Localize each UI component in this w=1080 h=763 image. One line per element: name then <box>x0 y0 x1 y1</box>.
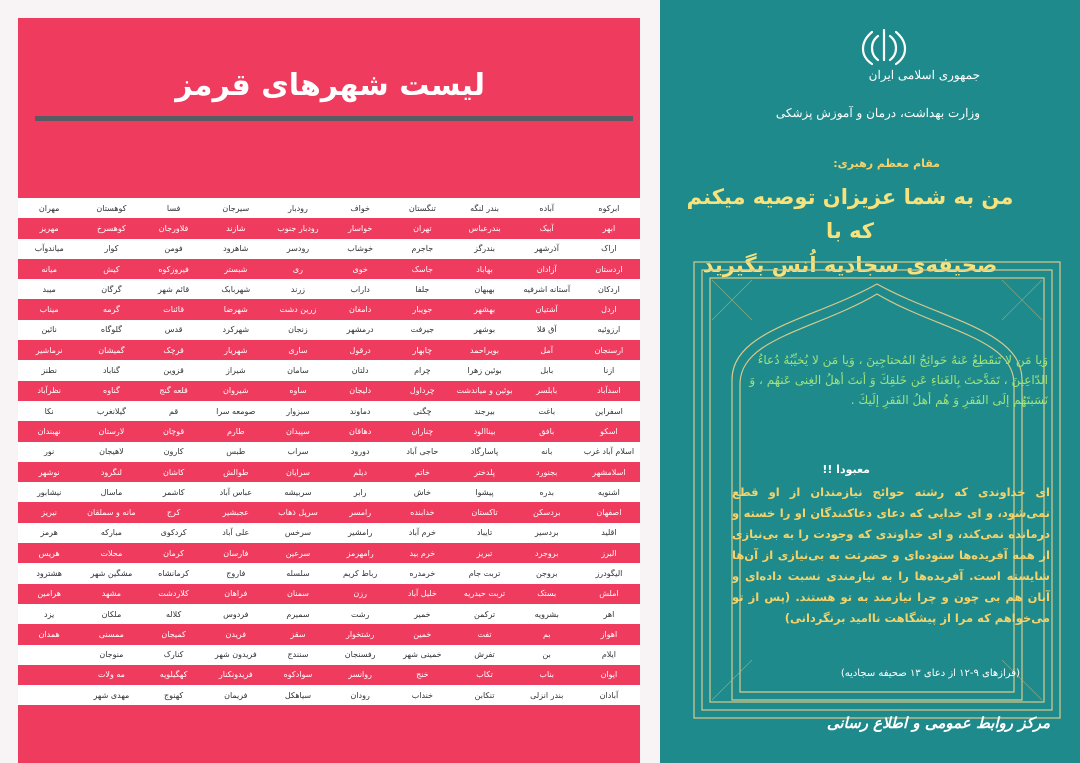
city-cell: ارسنجان <box>578 340 640 360</box>
city-cell: مبارکه <box>80 523 142 543</box>
city-cell: شاهرود <box>205 239 267 259</box>
city-cell: جویبار <box>391 299 453 319</box>
table-row <box>18 543 640 563</box>
city-cell: نهبندان <box>18 421 80 441</box>
city-cell: بندرعباس <box>453 218 515 238</box>
city-cell: خنج <box>391 665 453 685</box>
city-cell: اردستان <box>578 259 640 279</box>
city-cell: همدان <box>18 624 80 644</box>
city-cell: آستانه اشرفیه <box>516 279 578 299</box>
city-cell: ملکان <box>80 604 142 624</box>
city-cell: مانه و سملقان <box>80 502 142 522</box>
city-cell: پیشوا <box>453 482 515 502</box>
city-cell: لنگرود <box>80 462 142 482</box>
city-cell: اسدآباد <box>578 381 640 401</box>
city-cell <box>18 645 80 665</box>
table-row <box>18 624 640 644</box>
city-cell: دماوند <box>329 401 391 421</box>
city-cell: هرمز <box>18 523 80 543</box>
city-cell: کلاردشت <box>143 584 205 604</box>
city-cell: کاشان <box>143 462 205 482</box>
city-cell <box>18 665 80 685</box>
city-cell: بویراحمد <box>453 340 515 360</box>
city-cell: آق قلا <box>516 320 578 340</box>
city-cell: سمیرم <box>267 604 329 624</box>
leader-label: مقام معظم رهبری: <box>833 157 940 170</box>
city-cell: قرچک <box>143 340 205 360</box>
city-cell: ممسنی <box>80 624 142 644</box>
city-cell: بانه <box>516 442 578 462</box>
city-cell: اسلام آباد غرب <box>578 442 640 462</box>
city-cell: بستک <box>516 584 578 604</box>
city-cell: هریس <box>18 543 80 563</box>
city-cell: خرمدره <box>391 563 453 583</box>
city-cell: کیش <box>80 259 142 279</box>
city-cell: هرامین <box>18 584 80 604</box>
city-cell: سراب <box>267 442 329 462</box>
city-cell: طارم <box>205 421 267 441</box>
city-cell: نرماشیر <box>18 340 80 360</box>
city-cell: بیرجند <box>453 401 515 421</box>
city-cell: بیناالود <box>453 421 515 441</box>
city-cell: طبس <box>205 442 267 462</box>
city-cell: اسفراین <box>578 401 640 421</box>
city-cell: کاشمر <box>143 482 205 502</box>
city-cell: اهر <box>578 604 640 624</box>
city-cell: میناب <box>18 299 80 319</box>
city-cell: کهنوج <box>143 685 205 705</box>
city-cell: آبادان <box>578 685 640 705</box>
city-cell: مهران <box>18 198 80 218</box>
city-cell: فومن <box>143 239 205 259</box>
city-cell: خمینی شهر <box>391 645 453 665</box>
city-cell: اهواز <box>578 624 640 644</box>
city-cell: بن <box>516 645 578 665</box>
city-cell: سرپل ذهاب <box>267 502 329 522</box>
city-cell: سرخس <box>267 523 329 543</box>
city-cell: اسلامشهر <box>578 462 640 482</box>
city-cell: کوار <box>80 239 142 259</box>
city-cell: تنگستان <box>391 198 453 218</box>
city-cell: کردکوی <box>143 523 205 543</box>
footer-organization: مرکز روابط عمومی و اطلاع رسانی <box>826 714 1050 732</box>
city-cell: باغت <box>516 401 578 421</box>
city-cell: خوی <box>329 259 391 279</box>
city-cell: مشگین شهر <box>80 563 142 583</box>
city-cell: زرین دشت <box>267 299 329 319</box>
city-cell: دلیجان <box>329 381 391 401</box>
city-cell: جیرفت <box>391 320 453 340</box>
table-row <box>18 604 640 624</box>
table-row <box>18 442 640 462</box>
city-cell: نیشابور <box>18 482 80 502</box>
city-cell: تربت حیدریه <box>453 584 515 604</box>
city-cell: تهران <box>391 218 453 238</box>
city-cell: تربت جام <box>453 563 515 583</box>
city-cell: سمنان <box>267 584 329 604</box>
city-cell: رامسر <box>329 502 391 522</box>
city-cell: درقول <box>329 340 391 360</box>
city-cell: سلسله <box>267 563 329 583</box>
city-cell: حاجی آباد <box>391 442 453 462</box>
table-row <box>18 239 640 259</box>
city-cell: لارستان <box>80 421 142 441</box>
city-cell: بجنورد <box>516 462 578 482</box>
city-cell: سرعین <box>267 543 329 563</box>
city-cell: اسکو <box>578 421 640 441</box>
city-cell: گناباد <box>80 360 142 380</box>
city-cell: بروجن <box>516 563 578 583</box>
city-cell: پلدختر <box>453 462 515 482</box>
city-cell: شیروان <box>205 381 267 401</box>
city-cell: بندر لنگه <box>453 198 515 218</box>
city-cell: کلاله <box>143 604 205 624</box>
city-cell: گمیشان <box>80 340 142 360</box>
table-row <box>18 259 640 279</box>
city-cell: رامهرمز <box>329 543 391 563</box>
city-cell: محلات <box>80 543 142 563</box>
ministry-name: وزارت بهداشت، درمان و آموزش پزشکی <box>775 106 980 120</box>
city-cell: آذرشهر <box>516 239 578 259</box>
city-cell: مشهد <box>80 584 142 604</box>
city-cell: شهرضا <box>205 299 267 319</box>
city-cell: زرند <box>267 279 329 299</box>
city-cell: بشرویه <box>516 604 578 624</box>
government-name: جمهوری اسلامی ایران <box>868 68 980 82</box>
city-cell: میبد <box>18 279 80 299</box>
city-cell: بهبهان <box>453 279 515 299</box>
city-cell: فریدونکنار <box>205 665 267 685</box>
city-cell: رباط کریم <box>329 563 391 583</box>
city-cell: خمین <box>391 624 453 644</box>
city-cell: فسا <box>143 198 205 218</box>
table-row <box>18 340 640 360</box>
city-cell: میانه <box>18 259 80 279</box>
city-cell: میاندوآب <box>18 239 80 259</box>
city-cell: هشترود <box>18 563 80 583</box>
city-cell: فریدون شهر <box>205 645 267 665</box>
city-cell: بروجرد <box>516 543 578 563</box>
city-cell: کرمانشاه <box>143 563 205 583</box>
city-cell: جلفا <box>391 279 453 299</box>
city-cell: تبریز <box>453 543 515 563</box>
table-row <box>18 198 640 218</box>
city-cell: بدره <box>516 482 578 502</box>
city-cell: رشت <box>329 604 391 624</box>
table-row <box>18 482 640 502</box>
city-cell: کوهسرخ <box>80 218 142 238</box>
city-cell: فیروزکوه <box>143 259 205 279</box>
city-cell: خرم بید <box>391 543 453 563</box>
city-cell: تایباد <box>453 523 515 543</box>
city-cell: بهشهر <box>453 299 515 319</box>
city-cell: سامان <box>267 360 329 380</box>
city-cell: رفسنجان <box>329 645 391 665</box>
city-cell: جاجرم <box>391 239 453 259</box>
city-cell: بندرگز <box>453 239 515 259</box>
city-cell: کرمان <box>143 543 205 563</box>
city-cell: فردوس <box>205 604 267 624</box>
city-cell: فراهان <box>205 584 267 604</box>
city-cell: بابلسر <box>516 381 578 401</box>
city-cell: خوشاب <box>329 239 391 259</box>
city-cell: سنندج <box>267 645 329 665</box>
table-row <box>18 401 640 421</box>
table-row <box>18 645 640 665</box>
city-cell: ری <box>267 259 329 279</box>
city-cell: خرم آباد <box>391 523 453 543</box>
city-cell: رزن <box>329 584 391 604</box>
city-cell: قوچان <box>143 421 205 441</box>
city-cell: مهریز <box>18 218 80 238</box>
city-cell: آباده <box>516 198 578 218</box>
city-cell: تکاب <box>453 665 515 685</box>
city-cell: سپیدان <box>267 421 329 441</box>
city-cell: زنجان <box>267 320 329 340</box>
city-cell: نطنز <box>18 360 80 380</box>
city-cell: ساری <box>267 340 329 360</box>
city-cell: تنکابن <box>453 685 515 705</box>
city-cell: بافق <box>516 421 578 441</box>
city-cell: عباس آباد <box>205 482 267 502</box>
city-cell: فریمان <box>205 685 267 705</box>
city-cell: فارسان <box>205 543 267 563</box>
city-cell: دورود <box>329 442 391 462</box>
city-cell: کنارک <box>143 645 205 665</box>
city-cell: بوئین زهرا <box>453 360 515 380</box>
city-cell: جاسک <box>391 259 453 279</box>
city-cell: عجبشیر <box>205 502 267 522</box>
city-cell: ایوان <box>578 665 640 685</box>
city-cell: صومعه سرا <box>205 401 267 421</box>
city-cell: لاهیجان <box>80 442 142 462</box>
city-cell: دلتان <box>329 360 391 380</box>
city-cell: رودبار جنوب <box>267 218 329 238</box>
city-cell: خاش <box>391 482 453 502</box>
city-cell: آمل <box>516 340 578 360</box>
city-cell: فریدن <box>205 624 267 644</box>
city-cell: کرج <box>143 502 205 522</box>
city-cell: سبزوار <box>267 401 329 421</box>
red-cities-table <box>18 198 640 705</box>
city-cell: بردسیر <box>516 523 578 543</box>
city-cell: مه ولات <box>80 665 142 685</box>
city-cell: قلعه گنج <box>143 381 205 401</box>
city-cell: ابهر <box>578 218 640 238</box>
city-cell: نظرآباد <box>18 381 80 401</box>
city-cell: چابهار <box>391 340 453 360</box>
city-cell: بم <box>516 624 578 644</box>
city-cell: خدابنده <box>391 502 453 522</box>
city-cell: رامشیر <box>329 523 391 543</box>
city-cell: گلوگاه <box>80 320 142 340</box>
table-row <box>18 502 640 522</box>
city-cell: گرگان <box>80 279 142 299</box>
city-cell: چناران <box>391 421 453 441</box>
city-cell: علی آباد <box>205 523 267 543</box>
city-cell: تفرش <box>453 645 515 665</box>
table-row <box>18 462 640 482</box>
city-cell: گناوه <box>80 381 142 401</box>
city-cell: قم <box>143 401 205 421</box>
city-cell: بناب <box>516 665 578 685</box>
city-cell: البرز <box>578 543 640 563</box>
city-cell: آزادان <box>516 259 578 279</box>
headline-line-2: صحیفه‌ی سجادیه اُنس بگیرید <box>702 253 998 277</box>
maboda-heading: معبودا !! <box>822 463 870 476</box>
city-cell: ماسال <box>80 482 142 502</box>
city-cell: یزد <box>18 604 80 624</box>
persian-translation-text: ای خداوندی که رشته حوائج نیازمندان از او قطع نمی‌شود، و ای خدایی که دعای دعاکنندگان او را خسته و درمانده نمی‌کند، و ای خداوندی که وجودت را به بی‌نیازی از همه آفریده‌ها ستوده‌ای و حضرتت به بی‌نیازی از آن‌ها شایسته است. آفریده‌ها را به نیازمندی نسبت داده‌ای و آنان هم بی چون و چرا نیازمند به تو هستند. (پس از تو می‌خواهم که مرا از پیشگاهت ناامید برنگردانی) <box>732 485 1050 625</box>
city-cell: نور <box>18 442 80 462</box>
city-cell: ابرکوه <box>578 198 640 218</box>
city-cell: بندر انزلی <box>516 685 578 705</box>
city-cell: سربیشه <box>267 482 329 502</box>
city-cell: خاتم <box>391 462 453 482</box>
city-cell: پاسارگاد <box>453 442 515 462</box>
city-cell: شهرکرد <box>205 320 267 340</box>
city-cell: منوجان <box>80 645 142 665</box>
city-cell: خنداب <box>391 685 453 705</box>
city-cell: ترکمن <box>453 604 515 624</box>
city-cell: کارون <box>143 442 205 462</box>
arabic-prayer-text: وَيا مَن لا تَنقَطِعُ عَنهُ حَوائِجُ المُحتاجِينَ ، وَيا مَن لا يُخيِّبُهُ دُعاءُ الدّاعِينَ ، تَمَدَّحتَ بِالغَناءِ عَن خَلقِكَ وَ أنتَ أهلُ الغِنى عَنهُم ، وَ نَسَبتَهُم إلَى الفَقرِ وَ هُم أهلُ الفَقرِ إلَيكَ . <box>749 353 1048 407</box>
city-cell: فاروج <box>205 563 267 583</box>
table-row <box>18 665 640 685</box>
city-cell: اردل <box>578 299 640 319</box>
city-cell: سیاهکل <box>267 685 329 705</box>
table-row <box>18 523 640 543</box>
city-cell: روانسر <box>329 665 391 685</box>
city-cell: سقز <box>267 624 329 644</box>
city-cell: سوادکوه <box>267 665 329 685</box>
city-cell: آشتیان <box>516 299 578 319</box>
city-cell: شهربابک <box>205 279 267 299</box>
city-cell: دهاقان <box>329 421 391 441</box>
city-cell: ساوه <box>267 381 329 401</box>
city-cell: اردکان <box>578 279 640 299</box>
city-cell: قزوین <box>143 360 205 380</box>
city-cell: چگنی <box>391 401 453 421</box>
city-cell: رشتخوار <box>329 624 391 644</box>
iran-emblem-icon <box>858 26 910 68</box>
table-row <box>18 218 640 238</box>
city-cell: نائین <box>18 320 80 340</box>
city-cell: چرام <box>391 360 453 380</box>
city-cell: بهاباد <box>453 259 515 279</box>
city-cell: بابل <box>516 360 578 380</box>
city-cell: کهگیلویه <box>143 665 205 685</box>
table-row <box>18 279 640 299</box>
city-cell: کوهستان <box>80 198 142 218</box>
city-cell: تاکستان <box>453 502 515 522</box>
city-cell: رودان <box>329 685 391 705</box>
city-cell: نوشهر <box>18 462 80 482</box>
city-cell: داراب <box>329 279 391 299</box>
city-cell: قدس <box>143 320 205 340</box>
city-cell: بردسکن <box>516 502 578 522</box>
prayer-panel <box>660 0 1080 763</box>
city-cell: چرداول <box>391 381 453 401</box>
city-cell: ایلام <box>578 645 640 665</box>
city-cell <box>18 685 80 705</box>
city-cell: سرایان <box>267 462 329 482</box>
table-row <box>18 320 640 340</box>
city-cell: بوئین و میاندشت <box>453 381 515 401</box>
city-cell: شازند <box>205 218 267 238</box>
city-cell: اراک <box>578 239 640 259</box>
table-row <box>18 381 640 401</box>
title-divider <box>35 116 633 121</box>
city-cell: رودسر <box>267 239 329 259</box>
city-cell: کمیجان <box>143 624 205 644</box>
city-cell: دیلم <box>329 462 391 482</box>
city-cell: تفت <box>453 624 515 644</box>
table-row <box>18 360 640 380</box>
table-row <box>18 685 640 705</box>
city-cell: طوالش <box>205 462 267 482</box>
city-cell: خلیل آباد <box>391 584 453 604</box>
city-cell: املش <box>578 584 640 604</box>
city-cell: اصفهان <box>578 502 640 522</box>
city-cell: نیریز <box>18 502 80 522</box>
city-cell: قائنات <box>143 299 205 319</box>
table-row <box>18 421 640 441</box>
headline-line-1: من به شما عزیزان توصیه میکنم که با <box>686 185 1014 243</box>
city-cell: دامغان <box>329 299 391 319</box>
city-cell: الیگودرز <box>578 563 640 583</box>
source-reference: (فرازهای ۹-۱۲ از دعای ۱۳ صحیفه سجادیه) <box>840 668 1020 679</box>
city-cell: شهریار <box>205 340 267 360</box>
table-row <box>18 584 640 604</box>
city-cell: مهدی شهر <box>80 685 142 705</box>
city-cell: آبیک <box>516 218 578 238</box>
city-cell: اشنویه <box>578 482 640 502</box>
city-cell: ارزوئیه <box>578 320 640 340</box>
city-cell: خواف <box>329 198 391 218</box>
city-cell: قائم شهر <box>143 279 205 299</box>
city-cell: فلاورجان <box>143 218 205 238</box>
city-cell: رودبار <box>267 198 329 218</box>
city-cell: رابر <box>329 482 391 502</box>
list-title: لیست شهرهای قرمز <box>175 68 485 103</box>
city-cell: گیلانغرب <box>80 401 142 421</box>
city-cell: سیرجان <box>205 198 267 218</box>
city-cell: نکا <box>18 401 80 421</box>
city-cell: خمیر <box>391 604 453 624</box>
table-row <box>18 563 640 583</box>
city-cell: اقلید <box>578 523 640 543</box>
table-row <box>18 299 640 319</box>
city-cell: شیراز <box>205 360 267 380</box>
city-cell: درمشهر <box>329 320 391 340</box>
city-cell: بوشهر <box>453 320 515 340</box>
city-cell: شبستر <box>205 259 267 279</box>
city-cell: ازنا <box>578 360 640 380</box>
city-cell: گرمه <box>80 299 142 319</box>
city-cell: خواسار <box>329 218 391 238</box>
